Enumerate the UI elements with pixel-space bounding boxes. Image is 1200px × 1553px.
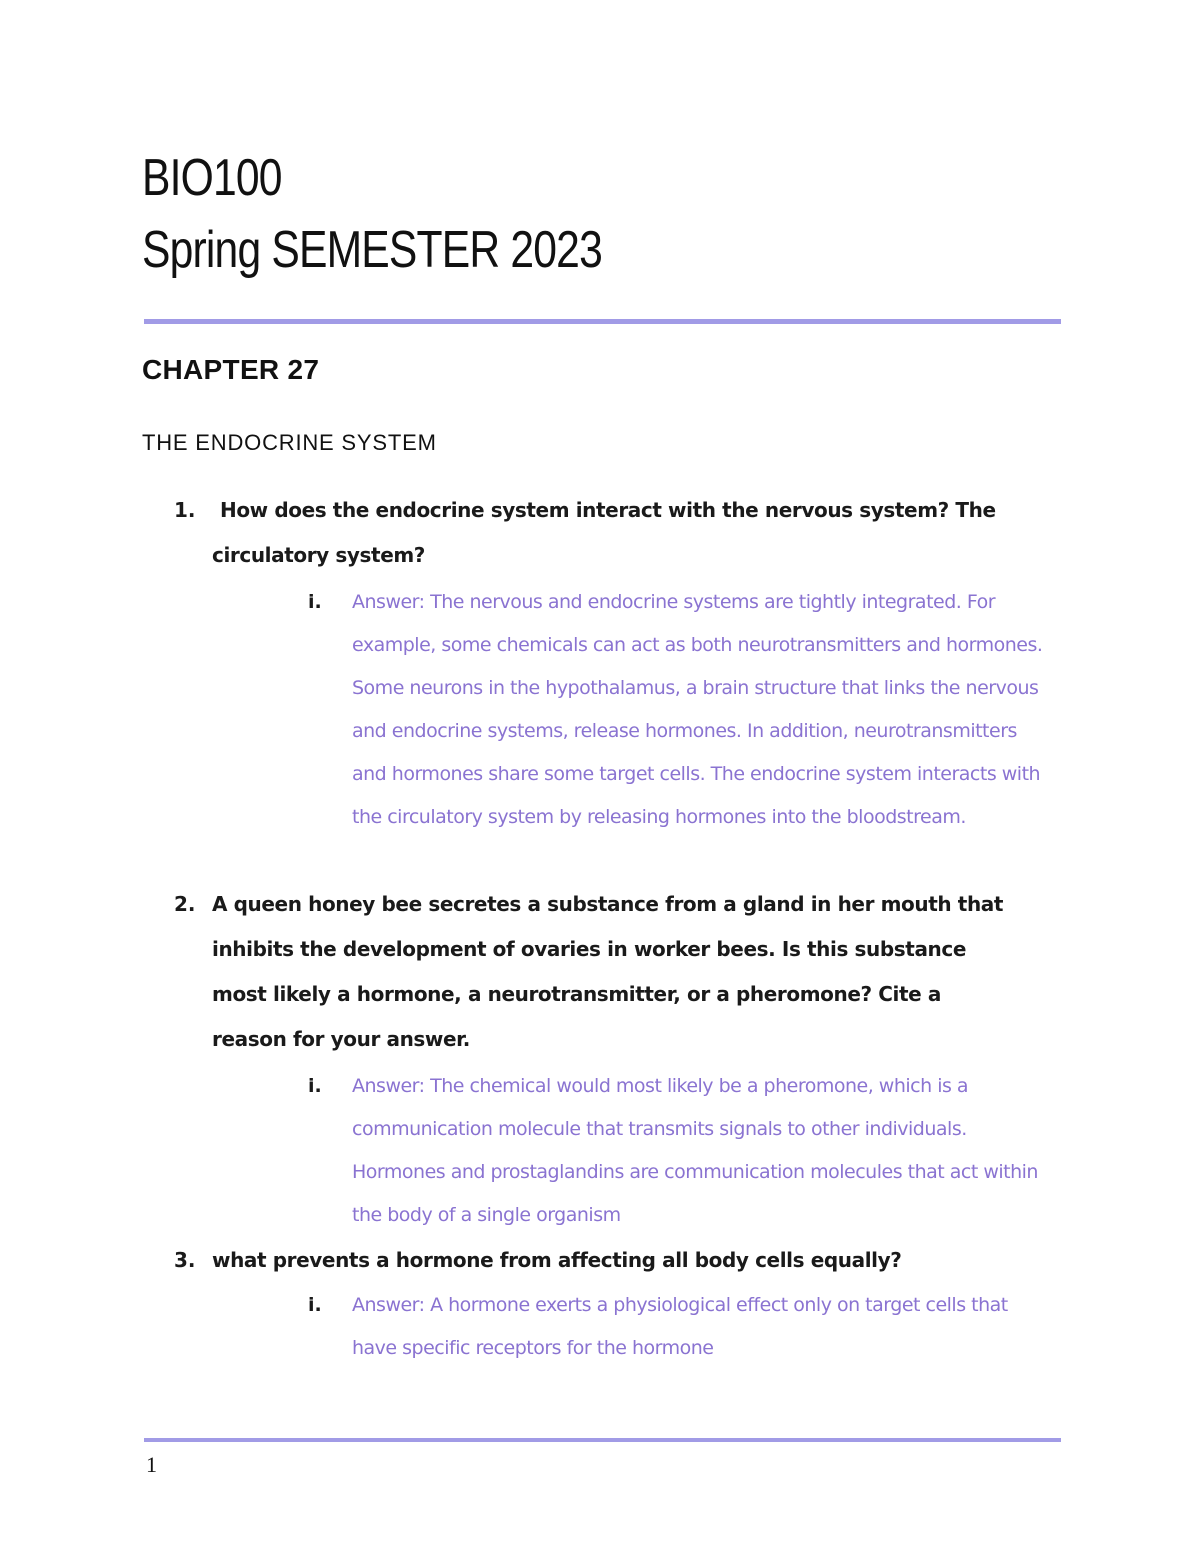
semester-title: Spring SEMESTER 2023 [142,221,602,279]
answer-2-text: Answer: The chemical would most likely be a pheromone, which is a communication molecule that transmits signals to other individuals. Hormones and prostaglandins are communication molecules that act within the body of a single organism [352,1075,1038,1226]
answer-1-number: i. [308,591,322,613]
header-divider [144,319,1061,324]
answer-3-text: Answer: A hormone exerts a physiological effect only on target cells that have specific receptors for the hormone [352,1294,1008,1359]
question-2-number: 2. [174,892,196,916]
answer-2-number: i. [308,1075,322,1097]
chapter-heading: CHAPTER 27 [142,354,320,385]
question-2-text: A queen honey bee secretes a substance from a gland in her mouth that inhibits the development of ovaries in worker bees. Is this substance most likely a hormone, a neurotransmitter, or a pheromone? Cite a reason for your answer. [212,892,1004,1051]
section-heading: THE ENDOCRINE SYSTEM [142,430,437,455]
question-1-text: How does the endocrine system interact with the nervous system? The circulatory system? [212,498,996,567]
footer-divider [144,1438,1061,1442]
question-1-number: 1. [174,498,196,522]
answer-1-text: Answer: The nervous and endocrine systems are tightly integrated. For example, some chemicals can act as both neurotransmitters and hormones. Some neurons in the hypothalamus, a brain structure that links the nervous and endocrine systems, release hormones. In addition, neurotransmitters and hormones share some target cells. The endocrine system interacts with the circulatory system by releasing hormones into the bloodstream. [352,591,1043,828]
question-3-number: 3. [174,1248,196,1272]
course-title: BIO100 [142,149,282,207]
page-number: 1 [146,1452,157,1477]
question-3-text: what prevents a hormone from affecting all body cells equally? [212,1248,902,1272]
answer-3-number: i. [308,1294,322,1316]
